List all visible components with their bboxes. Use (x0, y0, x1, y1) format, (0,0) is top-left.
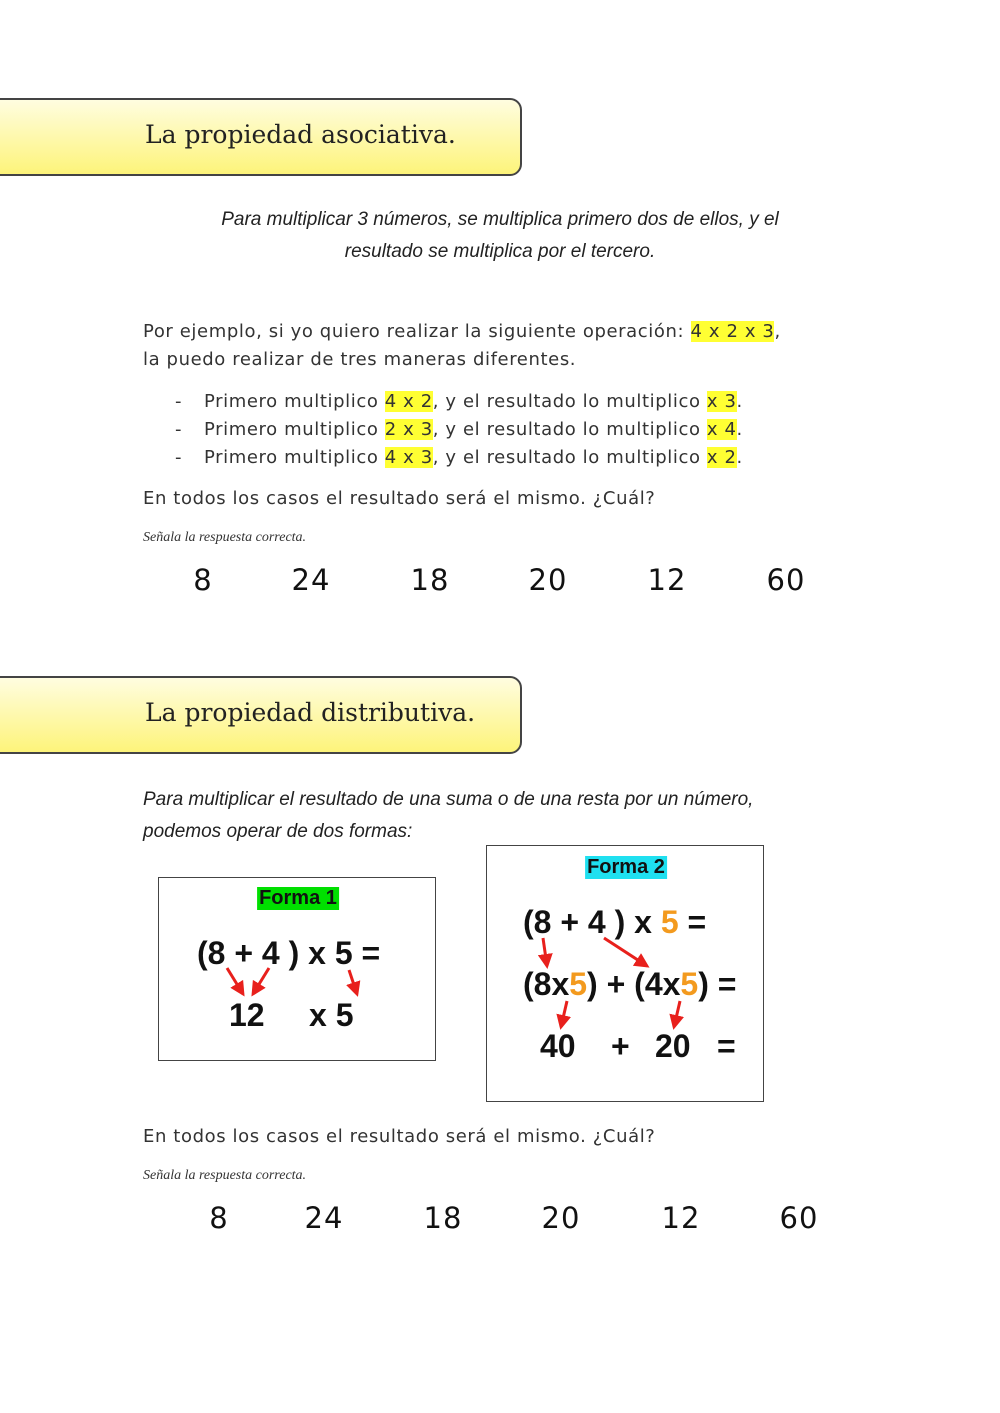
highlighted-operation: 2 x 3 (384, 419, 433, 440)
arrow-icon (253, 968, 269, 994)
forma1-arrows (159, 878, 437, 1062)
arrow-icon (227, 968, 243, 994)
forma1-label: Forma 1 (259, 887, 337, 909)
forma1-result: 12 (229, 997, 265, 1033)
item-text: . (736, 447, 743, 468)
section-title: La propiedad asociativa. (145, 120, 456, 149)
item-text: Primero multiplico (204, 419, 385, 440)
answer-option[interactable]: 24 (304, 1201, 344, 1235)
question-text: En todos los casos el resultado será el mismo. ¿Cuál? (143, 1126, 656, 1147)
answer-option[interactable]: 18 (410, 563, 450, 597)
instruction-text: Señala la respuesta correcta. (143, 1168, 307, 1183)
answer-option[interactable]: 20 (541, 1201, 581, 1235)
example-text: Por ejemplo, si yo quiero realizar la siguiente operación: (143, 321, 691, 342)
definition-line: resultado se multiplica por el tercero. (344, 241, 656, 262)
forma2-equals: = (717, 1028, 736, 1064)
forma2-label: Forma 2 (587, 856, 665, 878)
highlighted-operation: x 4 (706, 419, 737, 440)
item-text: Primero multiplico (204, 447, 385, 468)
highlighted-operation: 4 x 2 x 3 (690, 321, 775, 342)
question-text: En todos los casos el resultado será el mismo. ¿Cuál? (143, 488, 656, 509)
item-text: , y el resultado lo multiplico (432, 447, 707, 468)
arrow-icon (349, 970, 357, 994)
bullet-dash: - (175, 419, 183, 440)
bullet-dash: - (175, 447, 183, 468)
forma2-partial-a: 40 (540, 1028, 576, 1064)
answer-options-1 (0, 563, 1000, 603)
item-text: Primero multiplico (204, 391, 385, 412)
arrow-icon (674, 1001, 680, 1027)
forma2-plus: + (611, 1028, 630, 1064)
eq-number: 5 (660, 904, 679, 940)
list-item (175, 416, 743, 444)
eq-text: ) + (4x (587, 966, 681, 1002)
section-title: La propiedad distributiva. (145, 698, 476, 727)
list-item (175, 444, 743, 472)
section-header-distributiva (0, 676, 522, 754)
example-text: , (774, 321, 781, 342)
answer-option[interactable]: 12 (661, 1201, 701, 1235)
instruction-text: Señala la respuesta correcta. (143, 530, 307, 545)
answer-option[interactable]: 20 (528, 563, 568, 597)
answer-option[interactable]: 60 (766, 563, 806, 597)
eq-text: = (678, 904, 707, 940)
item-text: . (736, 419, 743, 440)
example-line-2: la puedo realizar de tres maneras diferentes. (143, 349, 577, 370)
definition-line: Para multiplicar el resultado de una suma o de una resta por un número, (143, 789, 754, 810)
item-text: . (736, 391, 743, 412)
eq-text: ) = (698, 966, 737, 1002)
answer-option[interactable]: 18 (423, 1201, 463, 1235)
highlighted-operation: x 2 (706, 447, 737, 468)
answer-option[interactable]: 8 (209, 1201, 229, 1235)
example-line (143, 321, 781, 342)
answer-option[interactable]: 12 (647, 563, 687, 597)
eq-number: 5 (680, 966, 699, 1002)
forma2-box (486, 845, 764, 1102)
highlighted-operation: 4 x 2 (384, 391, 433, 412)
section-header-asociativa (0, 98, 522, 176)
eq-number: 5 (569, 966, 588, 1002)
arrow-icon (604, 938, 647, 966)
item-text: , y el resultado lo multiplico (432, 419, 707, 440)
eq-text: (8x (523, 966, 570, 1002)
arrow-icon (543, 938, 547, 966)
item-text: , y el resultado lo multiplico (432, 391, 707, 412)
forma1-equation: (8 + 4 ) x 5 = (197, 935, 381, 971)
definition-line: podemos operar de dos formas: (143, 821, 413, 842)
list-item (175, 388, 743, 416)
method-list (175, 388, 743, 472)
forma1-box (158, 877, 436, 1061)
definition-line: Para multiplicar 3 números, se multiplica primero dos de ellos, y el (221, 209, 779, 230)
eq-text: (8 + 4 ) x (523, 904, 661, 940)
answer-option[interactable]: 24 (291, 563, 331, 597)
forma2-arrows (487, 846, 765, 1103)
forma2-partial-b: 20 (655, 1028, 691, 1064)
bullet-dash: - (175, 391, 183, 412)
answer-option[interactable]: 60 (779, 1201, 819, 1235)
definition-asociativa (140, 204, 860, 268)
answer-option[interactable]: 8 (193, 563, 213, 597)
highlighted-operation: x 3 (706, 391, 737, 412)
arrow-icon (561, 1001, 567, 1027)
definition-distributiva (143, 784, 753, 848)
highlighted-operation: 4 x 3 (384, 447, 433, 468)
answer-options-2 (0, 1201, 1000, 1241)
forma1-result-factor: x 5 (309, 997, 354, 1033)
